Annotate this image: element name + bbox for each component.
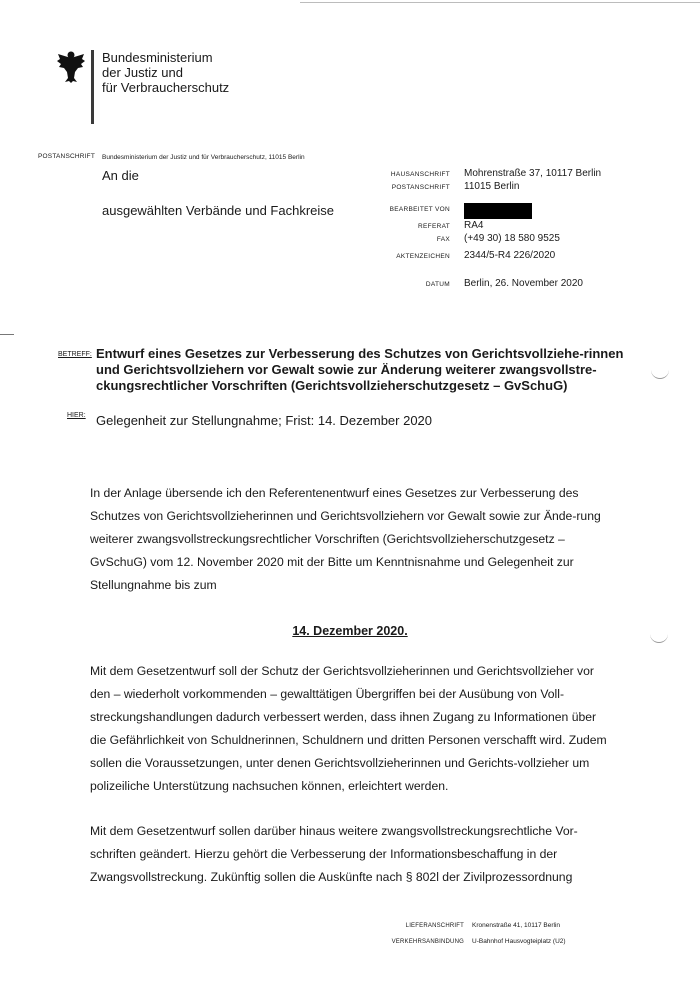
letter-meta [360,168,601,290]
ministry-bar [91,50,94,124]
recipient-line: An die [102,168,139,183]
scan-mark [651,368,669,379]
redacted-name [464,203,532,219]
body-paragraph: Mit dem Gesetzentwurf sollen darüber hinaus weitere zwangsvollstreckungsrechtliche Vor-schriften geändert. Hierzu gehört die Verbesserung der Informationsbeschaffung in der Zwangsvollstreckung. Zukünftig sollen die Auskünfte nach § 802l der Zivilprozessordnung [90,824,578,884]
postanschrift-label: POSTANSCHRIFT [38,153,96,160]
letter-footer [360,922,566,954]
hier-label: HIER: [67,412,86,419]
datum-value: Berlin, 26. November 2020 [464,278,583,289]
verkehrsanbindung-value: U-Bahnhof Hausvogteiplatz (U2) [472,938,566,945]
datum-label: DATUM [425,281,450,288]
ministry-line: Bundesministerium [102,50,213,65]
postanschrift-meta-value: 11015 Berlin [464,181,520,192]
verkehrsanbindung-label: VERKEHRSANBINDUNG [391,939,464,945]
referat-value: RA4 [464,220,484,231]
fax-label: FAX [436,236,450,243]
body-paragraph: In der Anlage übersende ich den Referentenentwurf eines Gesetzes zur Verbesserung des Schutzes von Gerichtsvollzieherinnen und Gerichtsvollziehern vor Gewalt sowie zur Ände-rung weiterer zwangsvollstreckungsrechtlicher Vorschriften (Gerichtsvollzieherschutzgesetz – GvSchuG) vom 12. November 2020 mit der Bitte um Kenntnisnahme und Gelegenheit zur Stellungnahme bis zum [90,486,601,592]
scan-mark [0,334,14,335]
postanschrift-text: Bundesministerium der Justiz und für Verbraucherschutz, 11015 Berlin [102,154,305,161]
scan-edge-line [300,2,700,3]
betreff-text: Entwurf eines Gesetzes zur Verbesserung des Schutzes von Gerichtsvollziehe-rinnen und Gerichtsvollziehern vor Gewalt sowie zur Änderung weiterer zwangsvollstre-ckungsrechtlicher Vorschriften (Gerichtsvollzieherschutzgesetz – GvSchuG) [96,346,624,393]
recipient-line: ausgewählten Verbände und Fachkreise [102,203,334,218]
aktenzeichen-value: 2344/5-R4 226/2020 [464,250,556,261]
hausanschrift-value: Mohrenstraße 37, 10117 Berlin [464,168,602,179]
body-paragraph: Mit dem Gesetzentwurf soll der Schutz der Gerichtsvollzieherinnen und Gerichtsvollzieher vor den – wiederholt vorkommenden – gewalttätigen Übergriffen bei der Ausübung von Voll-streckungshandlungen dadurch verbessert werden, dass ihnen Zugang zu Informationen über die Gefährlichkeit von Schuldnerinnen, Schuldnern und dritten Personen verschafft wird. Zudem sollen die Voraussetzungen, unter denen Gerichtsvollzieherinnen und Gerichts-vollzieher um polizeiliche Unterstützung nachsuchen können, erleichtert werden. [90,664,607,793]
hausanschrift-label: HAUSANSCHRIFT [390,171,450,178]
lieferanschrift-label: LIEFERANSCHRIFT [405,923,464,929]
hier-text: Gelegenheit zur Stellungnahme; Frist: 14. Dezember 2020 [96,413,433,428]
aktenzeichen-label: AKTENZEICHEN [396,253,450,260]
ministry-line: der Justiz und [102,65,183,80]
betreff-label: BETREFF: [58,351,92,358]
referat-label: REFERAT [418,223,450,230]
fax-value: (+49 30) 18 580 9525 [464,233,560,244]
bearbeitet-label: BEARBEITET VON [389,206,450,213]
deadline-date: 14. Dezember 2020. [292,624,408,638]
postanschrift-meta-label: POSTANSCHRIFT [391,184,450,191]
ministry-line: für Verbraucherschutz [102,80,230,95]
ministry-name [102,50,229,95]
federal-eagle-logo [56,50,86,84]
lieferanschrift-value: Kronenstraße 41, 10117 Berlin [472,922,561,929]
